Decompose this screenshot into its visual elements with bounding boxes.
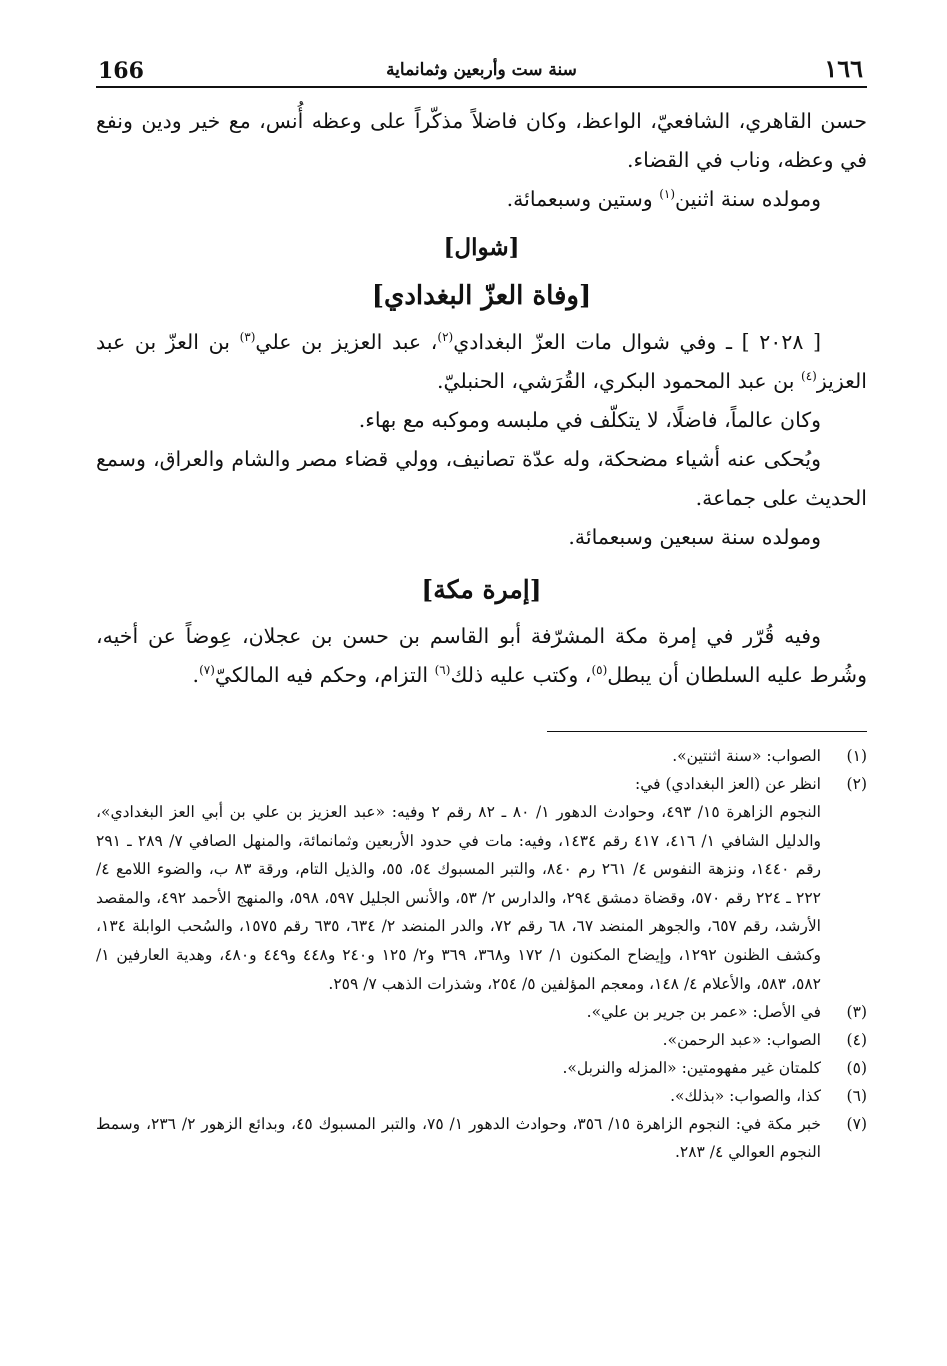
footnote-ref: (١) <box>659 187 676 202</box>
footnote-number: (٤) <box>846 1031 867 1050</box>
text-span: . <box>192 663 200 687</box>
heading-month: [شوال] <box>443 234 520 261</box>
footnote-number: (٢) <box>846 775 867 793</box>
text-span: وفيه قُرّر في إمرة مكة المشرّفة أبو القاسم بن حسن بن عجلان، عِوضاً عن أخيه، وشُرط عليه السلطان أن يبطل <box>96 624 867 687</box>
paragraph-birth-2: ومولده سنة سبعين وسبعمائة. <box>568 525 821 549</box>
footnote-text: في الأصل: «عمر بن جرير بن علي». <box>586 1003 821 1022</box>
footnote-5 <box>96 1054 867 1082</box>
footnote-number: (٣) <box>846 1003 867 1022</box>
page-header <box>96 40 867 88</box>
footnote-1 <box>96 742 867 770</box>
text-span: بن العزّ بن عبد العزيز <box>96 330 867 393</box>
footnote-text: كلمتان غير مفهومتين: «المزله والنربل». <box>562 1059 821 1078</box>
page-number-latin: 166 <box>98 58 144 84</box>
footnote-ref: (٦) <box>434 663 451 678</box>
paragraph-5: ويُحكى عنه أشياء مضحكة، وله عدّة تصانيف، وولي قضاء مصر والشام والعراق، وسمع الحديث على جماعة. <box>96 447 867 510</box>
text-span: التزام، وحكم فيه المالكيّ <box>214 663 435 687</box>
text-span: وستين وسبعمائة. <box>506 187 660 211</box>
running-title: سنة ست وأربعين وثمانماية <box>386 60 577 80</box>
paragraph-entry-2028 <box>96 323 867 401</box>
footnote-number: (٥) <box>846 1059 867 1078</box>
footnote-number: (٦) <box>846 1087 867 1106</box>
footnote-7 <box>96 1110 867 1166</box>
heading-mecca: [إمرة مكة] <box>421 575 542 604</box>
page-number-arabic: ١٦٦ <box>824 54 863 83</box>
footnote-text: خبر مكة في: النجوم الزاهرة ١٥/ ٣٥٦، وحوادث الدهور ١/ ٧٥، والتبر المسبوك ٤٥، وبدائع الزهور ٢/ ٢٣٦، وسمط النجوم العوالي ٤/ ٢٨٣. <box>96 1115 822 1162</box>
heading-death: [وفاة العزّ البغدادي] <box>371 281 592 311</box>
paragraph-4: وكان عالماً، فاضلًا، لا يتكلّف في ملبسه وموكبه مع بهاء. <box>358 408 821 432</box>
footnote-text: الصواب: «عبد الرحمن». <box>662 1031 821 1050</box>
footnote-2-sources: النجوم الزاهرة ١٥/ ٤٩٣، وحوادث الدهور ١/ ٨٠ ـ ٨٢ رقم ٢ وفيه: «عبد العزيز بن علي بن أبي العز البغدادي»، والدليل الشافي ١/ ٤١٦، ٤١٧ رقم ١٤٣٤، وفيه: مات في حدود الأربعين وثمانمائة، والمنهل الصافي ٧/ ٢٨٩ ـ ٢٩١ رقم ١٤٤٠، ونزهة النفوس ٤/ ٢٦١ رم ٨٤٠، والتبر المسبوك ٥٤، ٥٥، والذيل التام، ورقة ٨٣ ب، والضوء اللامع ٤/ ٢٢٢ ـ ٢٢٤ رقم ٥٧٠، وقضاة دمشق ٢٩٤، والدارس ٢/ ٥٣، والأنس الجليل ٥٩٧، ٥٩٨، والمنهج الأحمد ٤٩٢، والمقصد الأرشد، رقم ٦٥٧، والجوهر المنضد ٦٧، ٦٨ رقم ٧٢، والدر المنضد ٢/ ٦٣٤، ٦٣٥ رقم ١٥٧٥، والسُحب الوابلة ١٣٤، وكشف الظنون ١٢٩٢، وإيضاح المكنون ١/ ١٧٢ و٣٦٨، ٣٦٩ و٢/ ١٢٥ و٢٤٠ و٤٤٨ و٤٤٩ و٤٨٠، وهدية العارفين ١/ ٥٨٢، ٥٨٣، والأعلام ٤/ ١٤٨، ومعجم المؤلفين ٥/ ٢٥٤، وشذرات الذهب ٧/ ٢٥٩. <box>96 803 822 993</box>
footnote-text: كذا، والصواب: «بذلك». <box>670 1087 821 1106</box>
footnote-ref: (٣) <box>239 330 256 345</box>
footnote-6 <box>96 1082 867 1110</box>
text-span: [ ٢٠٢٨ ] ـ وفي شوال مات العزّ البغدادي <box>453 330 821 354</box>
paragraph-mecca <box>96 617 867 695</box>
text-span: ، وكتب عليه ذلك <box>450 663 592 687</box>
footnote-text: الصواب: «سنة اثنتين». <box>672 747 821 765</box>
footnote-divider <box>547 731 867 732</box>
footnote-4 <box>96 1026 867 1054</box>
main-text <box>96 102 867 695</box>
footnote-ref: (٤) <box>801 369 817 384</box>
footnote-2 <box>96 770 867 798</box>
paragraph-birth-1 <box>96 180 867 219</box>
text-span: ، عبد العزيز بن علي <box>255 330 438 354</box>
text-span: بن عبد المحمود البكري، القُرَشي، الحنبليّ. <box>436 369 801 393</box>
footnote-text: انظر عن (العز البغدادي) في: <box>634 775 821 793</box>
footnote-ref: (٢) <box>437 330 454 345</box>
footnote-number: (١) <box>846 747 867 765</box>
footnote-ref: (٥) <box>591 663 608 678</box>
footnote-3 <box>96 998 867 1026</box>
footnotes <box>96 742 867 1166</box>
text-span: ومولده سنة اثنين <box>675 187 821 211</box>
paragraph-1: حسن القاهري، الشافعيّ، الواعظ، وكان فاضلاً مذكّراً على وعظه أُنس، مع خير ودين ونفع في وعظه، وناب في القضاء. <box>96 109 867 172</box>
footnote-number: (٧) <box>846 1115 867 1134</box>
footnote-ref: (٧) <box>199 663 215 678</box>
